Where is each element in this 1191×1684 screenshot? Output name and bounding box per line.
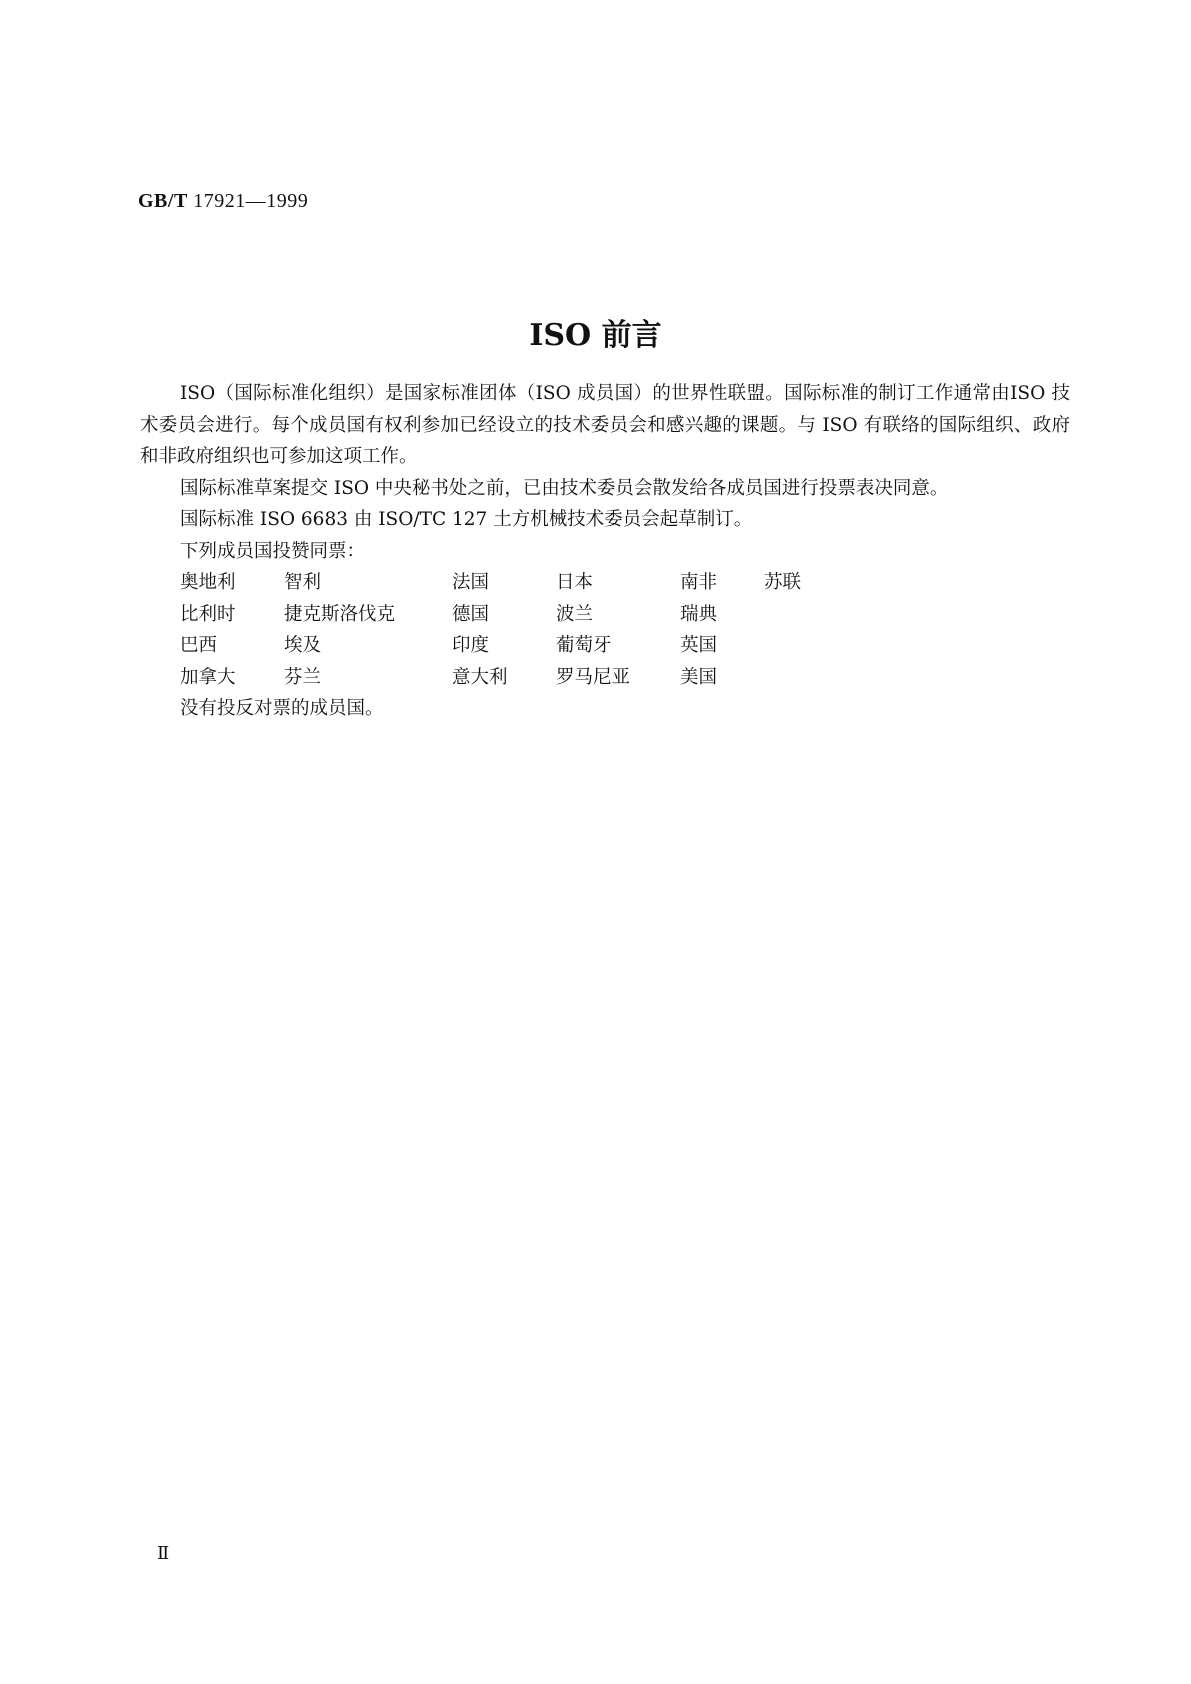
document-body — [140, 378, 1070, 725]
country-cell: 意大利 — [452, 666, 508, 688]
country-cell: 美国 — [680, 666, 718, 688]
intro-paragraph: ISO（国际标准化组织）是国家标准团体（ISO 成员国）的世界性联盟。国际标准的制订工作通常由ISO 技术委员会进行。每个成员国有权利参加已经设立的技术委员会和感兴趣的课题。与 ISO 有联络的国际组织、政府和非政府组织也可参加这项工作。 — [140, 383, 1070, 467]
country-cell: 巴西 — [180, 635, 218, 656]
country-cell: 印度 — [452, 635, 490, 656]
country-row — [180, 630, 1070, 662]
page-title: ISO 前言 — [529, 318, 662, 353]
country-row — [180, 662, 1070, 694]
country-cell: 南非 — [680, 572, 718, 593]
country-cell: 捷克斯洛伐克 — [284, 603, 396, 625]
origin-paragraph: 国际标准 ISO 6683 由 ISO/TC 127 土方机械技术委员会起草制订。 — [180, 509, 753, 530]
country-cell: 波兰 — [556, 603, 594, 625]
country-cell: 奥地利 — [180, 572, 236, 593]
draft-paragraph: 国际标准草案提交 ISO 中央秘书处之前，已由技术委员会散发给各成员国进行投票表决同意。 — [180, 477, 949, 499]
country-cell: 日本 — [556, 572, 594, 593]
country-cell: 加拿大 — [180, 666, 236, 688]
standard-prefix: GB/T — [138, 190, 188, 212]
country-cell: 罗马尼亚 — [556, 666, 631, 688]
country-cell: 英国 — [680, 635, 718, 656]
country-row — [180, 599, 1070, 631]
standard-number: 17921—1999 — [193, 190, 309, 212]
closing-statement: 没有投反对票的成员国。 — [180, 698, 384, 719]
country-cell: 葡萄牙 — [556, 635, 612, 656]
page-number: Ⅱ — [157, 1543, 170, 1563]
approving-countries-table — [140, 567, 1070, 693]
approval-heading: 下列成员国投赞同票： — [180, 540, 366, 562]
country-cell: 智利 — [284, 572, 322, 593]
country-cell: 德国 — [452, 603, 490, 625]
country-cell: 瑞典 — [680, 603, 718, 625]
standard-code — [138, 190, 308, 213]
country-cell: 埃及 — [284, 635, 322, 656]
country-cell: 法国 — [452, 572, 490, 593]
country-row — [180, 567, 1070, 599]
country-cell: 芬兰 — [284, 666, 322, 688]
country-cell: 苏联 — [764, 572, 802, 593]
country-cell: 比利时 — [180, 603, 236, 625]
